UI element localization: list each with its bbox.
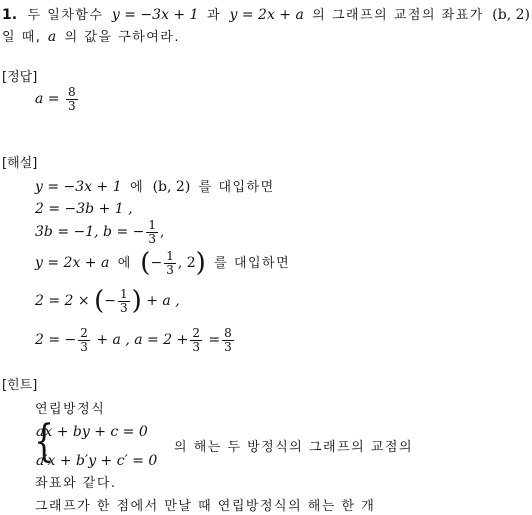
question-text: 의 그래프의 교점의 좌표가: [312, 8, 484, 23]
point-coordinate: (b, 2): [492, 7, 530, 23]
equation-2: y = 2x + a: [229, 7, 304, 23]
question-line-1: [2, 4, 530, 23]
solution-step-3: 3b = −1, b = − $\frac{1}{3}$ ,: [35, 218, 165, 246]
answer-heading: [정답]: [2, 70, 38, 85]
question-text: 과: [206, 8, 222, 23]
answer-fraction: $\frac{8}{3}$: [67, 85, 76, 113]
answer-expression: [35, 86, 80, 112]
question-text: 두 일차함수: [27, 8, 104, 23]
hint-heading: [힌트]: [2, 378, 38, 393]
solution-step-2: 2 = −3b + 1 ,: [35, 201, 133, 217]
hint-line-2: 의 해는 두 방정식의 그래프의 교점의: [174, 440, 414, 455]
equation-1: y = −3x + 1: [111, 7, 199, 23]
solution-step-5: 2 = 2 × (− $\frac{1}{3}$ ) + a ,: [35, 286, 180, 317]
system-equation-1: ax + by + c = 0: [36, 424, 148, 440]
hint-line-3: 좌표와 같다.: [35, 476, 117, 491]
answer-lhs: a =: [35, 91, 60, 108]
question-line-2: [2, 26, 180, 45]
question-number: 1.: [2, 7, 18, 23]
hint-line-4: 그래프가 한 점에서 만날 때 연립방정식의 해는 한 개: [35, 499, 376, 514]
hint-line-1: 연립방정식: [35, 402, 106, 417]
solution-step-6: 2 = − $\frac{2}{3}$ + a , a = 2 + $\frac{2}{3}$ = $\frac{8}{3}$: [35, 326, 232, 354]
solution-step-4: y = 2x + a 에 (− $\frac{1}{3}$ , 2) 를 대입하면: [35, 248, 291, 279]
solution-heading: [해설]: [2, 156, 38, 171]
question-text: 의 값을 구하여라.: [64, 30, 180, 45]
solution-step-1: y = −3x + 1 에 (b, 2) 를 대입하면: [35, 179, 275, 195]
variable-a: a: [47, 29, 57, 45]
system-equation-2: a′x + b′y + c′ = 0: [36, 453, 158, 469]
question-text: 일 때,: [2, 30, 42, 45]
brace-symbol: {: [34, 416, 54, 467]
